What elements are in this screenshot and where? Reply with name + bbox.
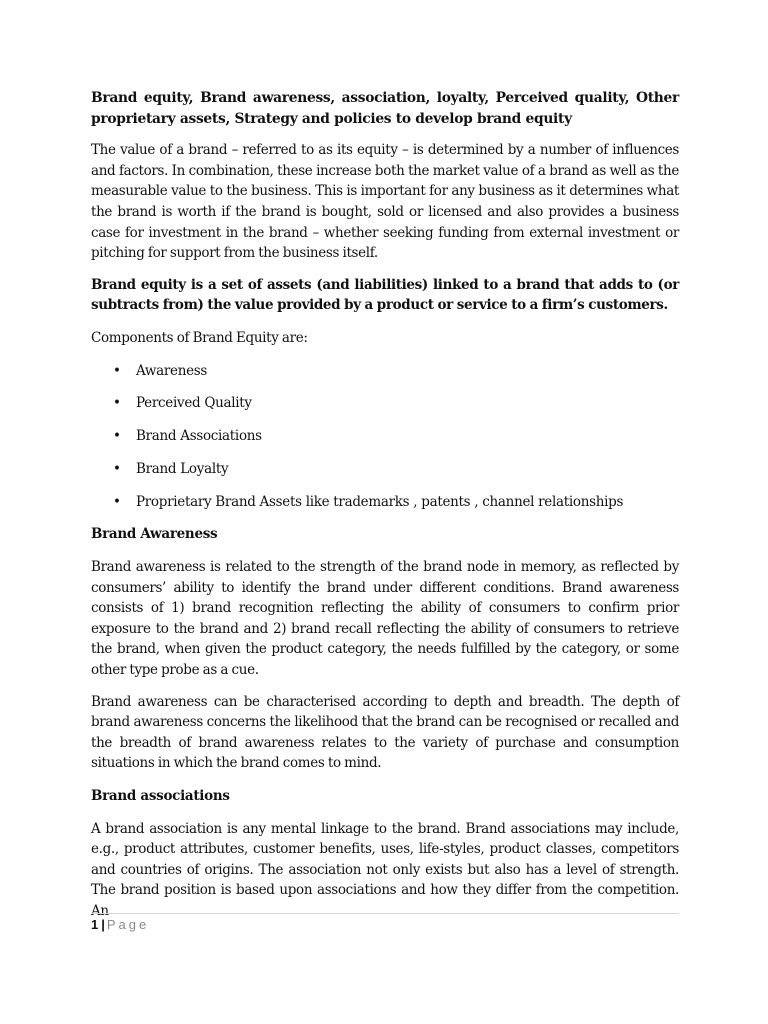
brand-awareness-paragraph-1: Brand awareness is related to the strength of the brand node in memory, as reflected by consumers’ ability to identify the brand under different conditions. Brand awareness consists of 1) brand recognition reflecting the ability of consumers to confirm prior exposure to the brand and 2) brand recall reflecting the ability of consumers to retrieve the brand, when given the product category, the needs fulfilled by the category, or some other type probe as a cue. bbox=[91, 559, 679, 678]
bullet-icon: • bbox=[113, 428, 121, 445]
brand-awareness-heading: Brand Awareness bbox=[91, 526, 218, 543]
footer-separator: | bbox=[101, 917, 105, 932]
list-item-text: Awareness bbox=[136, 362, 208, 379]
bullet-icon: • bbox=[113, 395, 121, 412]
list-item-text: Proprietary Brand Assets like trademarks , patents , channel relationships bbox=[136, 493, 624, 510]
brand-awareness-paragraph-2: Brand awareness can be characterised according to depth and breadth. The depth of brand awareness concerns the likelihood that the brand can be recognised or recalled and the breadth of brand awareness relates to the variety of purchase and consumption situations in which the brand comes to mind. bbox=[91, 693, 679, 772]
list-item-text: Perceived Quality bbox=[136, 395, 252, 412]
components-intro: Components of Brand Equity are: bbox=[91, 329, 308, 346]
list-item bbox=[91, 361, 679, 382]
brand-associations-heading: Brand associations bbox=[91, 787, 230, 804]
components-list bbox=[91, 361, 679, 513]
list-item bbox=[91, 426, 679, 447]
bullet-icon: • bbox=[113, 460, 121, 477]
document-title: Brand equity, Brand awareness, association, loyalty, Perceived quality, Other proprietary assets, Strategy and policies to develop brand equity bbox=[91, 90, 679, 127]
list-item-text: Brand Associations bbox=[136, 428, 262, 445]
bullet-icon: • bbox=[113, 362, 121, 379]
intro-paragraph: The value of a brand – referred to as its equity – is determined by a number of influences and factors. In combination, these increase both the market value of a brand as well as the measurable value to the business. This is important for any business as it determines what the brand is worth if the brand is bought, sold or licensed and also provides a business case for investment in the brand – whether seeking funding from external investment or pitching for support from the business itself. bbox=[91, 142, 679, 262]
brand-equity-definition: Brand equity is a set of assets (and liabilities) linked to a brand that adds to (or subtracts from) the value provided by a product or service to a firm’s customers. bbox=[91, 276, 679, 314]
brand-associations-paragraph: A brand association is any mental linkage to the brand. Brand associations may include, e.g., product attributes, customer benefits, uses, life-styles, product classes, competitors and countries of origins. The association not only exists but also has a level of strength. The brand position is based upon associations and how they differ from the competition. An bbox=[91, 820, 679, 919]
list-item bbox=[91, 393, 679, 414]
page-number: 1 bbox=[91, 917, 99, 932]
bullet-icon: • bbox=[113, 493, 121, 510]
page-label: Page bbox=[106, 917, 150, 932]
list-item-text: Brand Loyalty bbox=[136, 460, 229, 477]
document-body bbox=[91, 88, 679, 922]
page-footer bbox=[91, 913, 679, 934]
list-item bbox=[91, 459, 679, 480]
list-item bbox=[91, 492, 679, 513]
